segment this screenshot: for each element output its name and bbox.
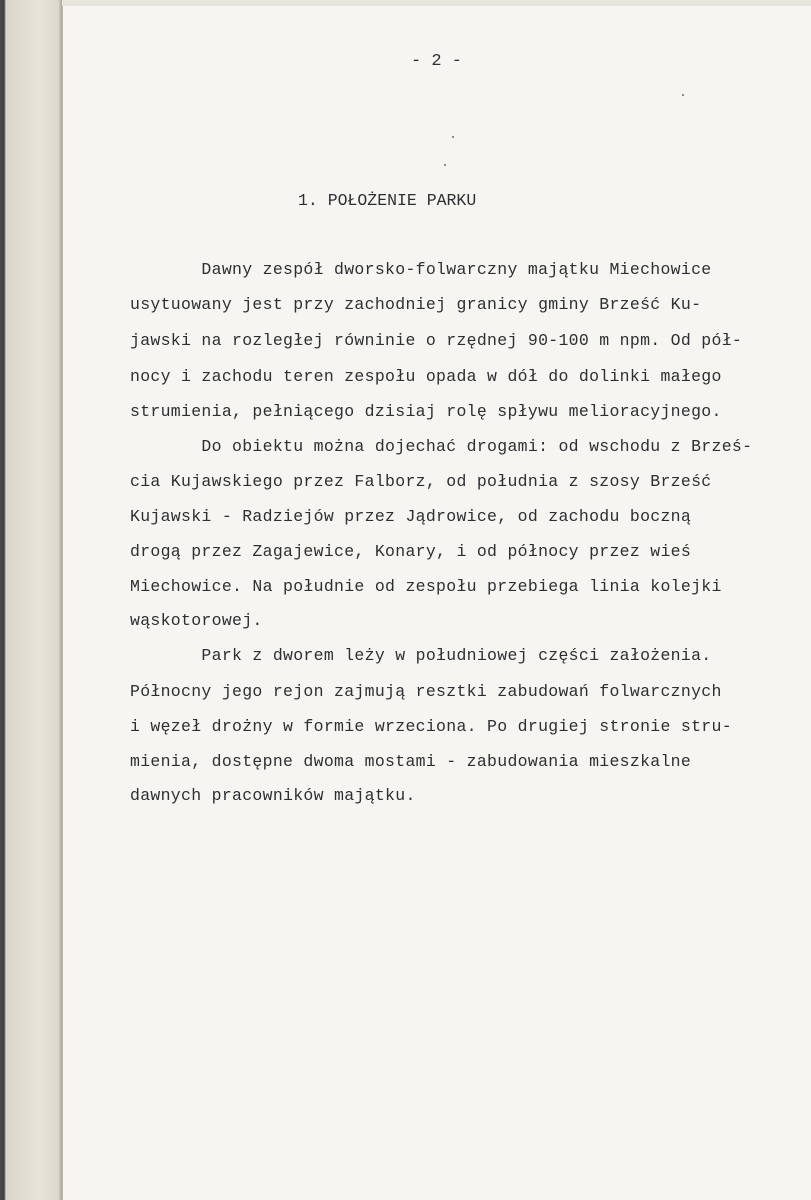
body-line: cia Kujawskiego przez Falborz, od południa z szosy Brześć (130, 472, 712, 491)
ink-speck (452, 136, 454, 138)
body-line: Miechowice. Na południe od zespołu przebiega linia kolejki (130, 577, 722, 596)
body-line: i węzeł drożny w formie wrzeciona. Po drugiej stronie stru- (130, 717, 732, 736)
body-line: dawnych pracowników majątku. (130, 786, 416, 805)
body-line: drogą przez Zagajewice, Konary, i od północy przez wieś (130, 542, 692, 561)
binding-edge (0, 0, 62, 1200)
page-number: - 2 - (410, 52, 462, 71)
body-line: Park z dworem leży w południowej części założenia. (130, 646, 712, 665)
body-line: mienia, dostępne dwoma mostami - zabudowania mieszkalne (130, 752, 692, 771)
body-line: usytuowany jest przy zachodniej granicy gminy Brześć Ku- (130, 295, 702, 314)
section-heading: 1. POŁOŻENIE PARKU (298, 191, 477, 210)
body-line: Północny jego rejon zajmują resztki zabudowań folwarcznych (130, 682, 722, 701)
ink-speck (682, 94, 684, 96)
body-line: jawski na rozległej równinie o rzędnej 90-100 m npm. Od pół- (130, 331, 743, 350)
body-line: wąskotorowej. (130, 611, 263, 630)
body-line: Dawny zespół dworsko-folwarczny majątku Miechowice (130, 260, 712, 279)
body-line: Do obiektu można dojechać drogami: od wschodu z Brześ- (130, 437, 753, 456)
body-line: Kujawski - Radziejów przez Jądrowice, od zachodu boczną (130, 507, 692, 526)
document-page (62, 6, 811, 1200)
ink-speck (444, 164, 446, 166)
body-line: strumienia, pełniącego dzisiaj rolę spływu melioracyjnego. (130, 402, 722, 421)
body-line: nocy i zachodu teren zespołu opada w dół do dolinki małego (130, 367, 722, 386)
